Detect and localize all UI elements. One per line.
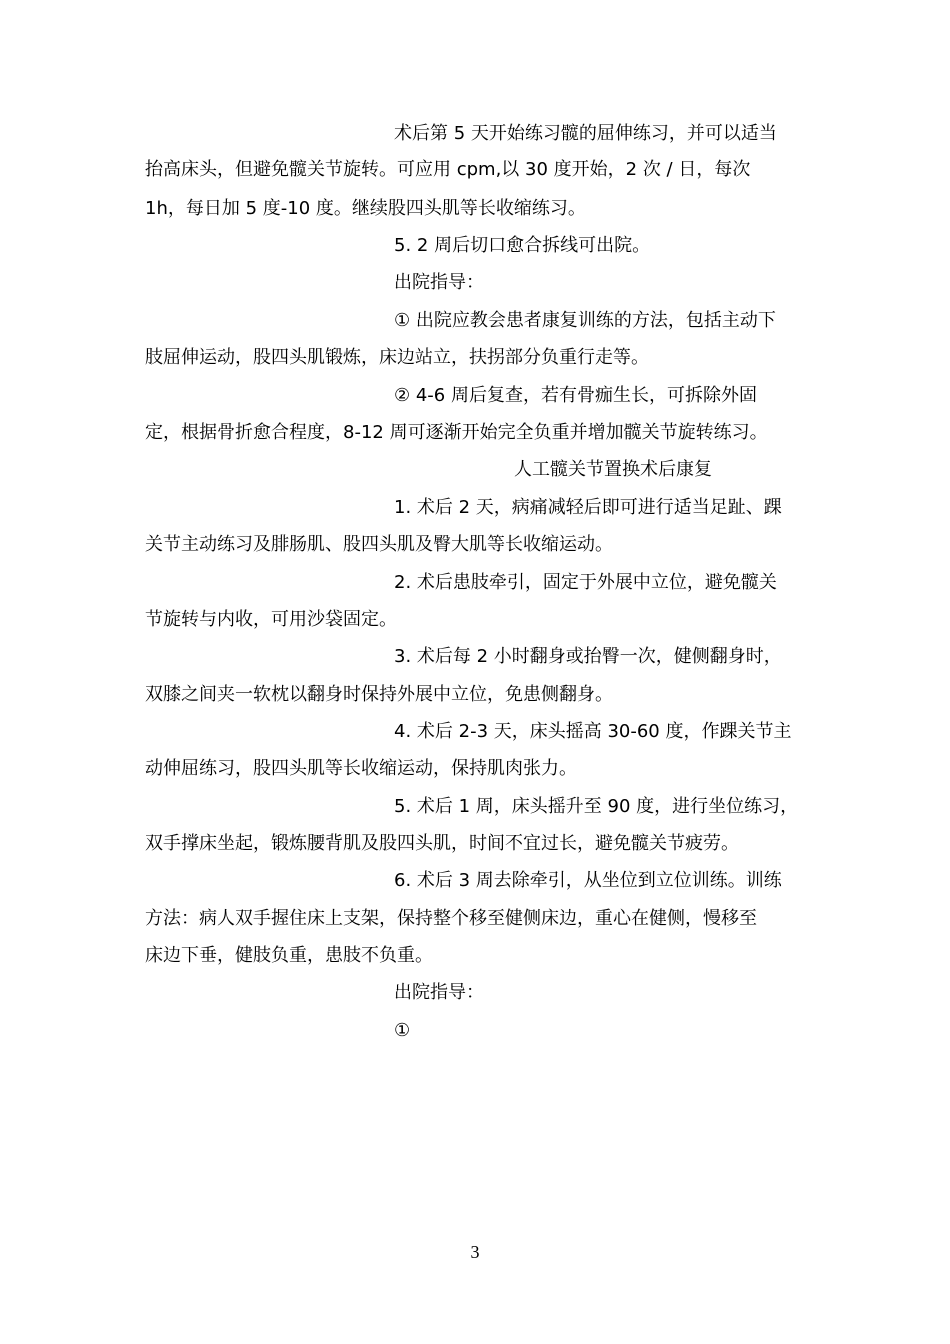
paragraph-line: 1. 术后 2 天，病痛减轻后即可进行适当足趾、踝 xyxy=(394,497,782,518)
paragraph-line: ① 出院应教会患者康复训练的方法，包括主动下 xyxy=(394,310,776,331)
paragraph-line: 2. 术后患肢牵引，固定于外展中立位，避免髋关 xyxy=(394,572,777,593)
section-title: 人工髋关节置换术后康复 xyxy=(514,459,712,480)
section-heading: 出院指导： xyxy=(394,272,484,293)
paragraph-line: 5. 术后 1 周，床头摇升至 90 度，进行坐位练习， xyxy=(394,796,799,817)
paragraph-line: 术后第 5 天开始练习髋的屈伸练习，并可以适当 xyxy=(394,123,777,144)
page-number: 3 xyxy=(470,1242,480,1262)
paragraph-line: 动伸屈练习，股四头肌等长收缩运动，保持肌肉张力。 xyxy=(145,758,577,779)
paragraph-line: 节旋转与内收，可用沙袋固定。 xyxy=(145,609,397,630)
paragraph-line: 双膝之间夹一软枕以翻身时保持外展中立位，免患侧翻身。 xyxy=(145,684,613,705)
paragraph-line: 定，根据骨折愈合程度，8-12 周可逐渐开始完全负重并增加髋关节旋转练习。 xyxy=(145,422,768,443)
paragraph-line: 1h，每日加 5 度-10 度。继续股四头肌等长收缩练习。 xyxy=(145,198,586,219)
paragraph-line: 方法：病人双手握住床上支架，保持整个移至健侧床边，重心在健侧，慢移至 xyxy=(145,908,757,929)
paragraph-line: 3. 术后每 2 小时翻身或抬臀一次，健侧翻身时， xyxy=(394,646,782,667)
paragraph-line: ② 4-6 周后复查，若有骨痂生长，可拆除外固 xyxy=(394,385,757,406)
paragraph-line: 关节主动练习及腓肠肌、股四头肌及臀大肌等长收缩运动。 xyxy=(145,534,613,555)
paragraph-line: 肢屈伸运动，股四头肌锻炼，床边站立，扶拐部分负重行走等。 xyxy=(145,347,649,368)
paragraph-line: 双手撑床坐起，锻炼腰背肌及股四头肌，时间不宜过长，避免髋关节疲劳。 xyxy=(145,833,739,854)
paragraph-line: 5. 2 周后切口愈合拆线可出院。 xyxy=(394,235,651,256)
section-heading: 出院指导： xyxy=(394,982,484,1003)
paragraph-line: 6. 术后 3 周去除牵引，从坐位到立位训练。训练 xyxy=(394,870,782,891)
paragraph-line: 4. 术后 2-3 天，床头摇高 30-60 度，作踝关节主 xyxy=(394,721,792,742)
list-marker: ① xyxy=(394,1020,411,1041)
paragraph-line: 抬高床头，但避免髋关节旋转。可应用 cpm,以 30 度开始，2 次 / 日，每次 xyxy=(145,159,751,180)
paragraph-line: 床边下垂，健肢负重，患肢不负重。 xyxy=(145,945,433,966)
